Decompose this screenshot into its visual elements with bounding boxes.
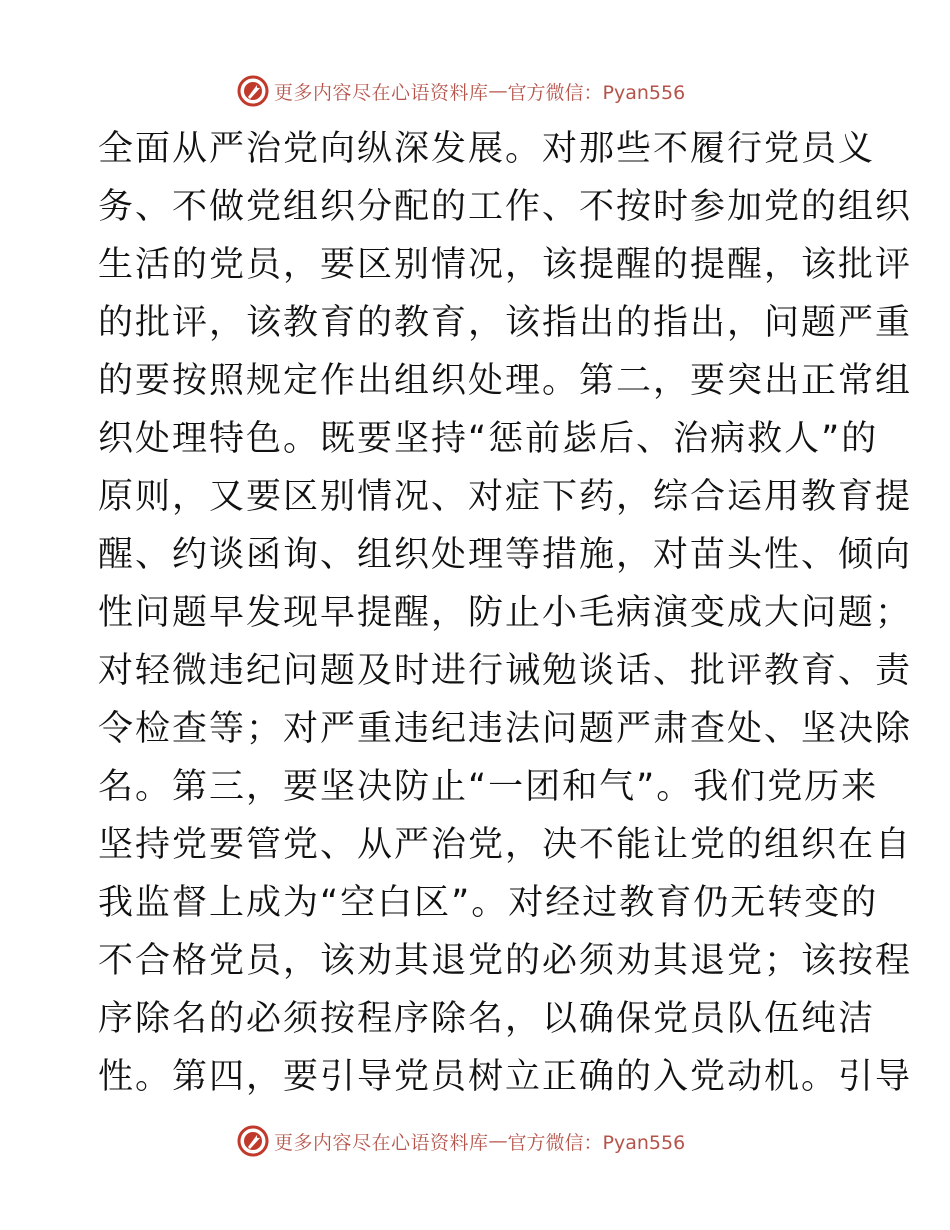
header-banner [236,74,685,108]
body-line: 织处理特色。既要坚持“惩前毖后、治病救人”的 [98,419,879,459]
body-line: 性问题早发现早提醒，防止小毛病演变成大问题； [98,593,913,633]
body-line: 务、不做党组织分配的工作、不按时参加党的组织 [98,187,913,227]
body-line: 不合格党员，该劝其退党的必须劝其退党；该按程 [98,941,913,981]
body-line: 序除名的必须按程序除名，以确保党员队伍纯洁 [98,999,876,1039]
banner-separator: — [488,80,508,102]
document-body [98,120,913,1106]
footer-banner [236,1124,685,1158]
banner-wechat-text: 官方微信：Pyan556 [507,1131,686,1154]
banner-main-text: 更多内容尽在心语资料库 [274,1131,489,1154]
banner-wechat-text: 官方微信：Pyan556 [507,81,686,104]
pen-nib-circle-icon [236,74,270,108]
body-line: 原则，又要区别情况、对症下药，综合运用教育提 [98,477,913,517]
body-line: 生活的党员，要区别情况，该提醒的提醒，该批评 [98,245,913,285]
body-line: 对轻微违纪问题及时进行诫勉谈话、批评教育、责 [98,651,913,691]
body-line: 坚持党要管党、从严治党，决不能让党的组织在自 [98,825,913,865]
banner-main-text: 更多内容尽在心语资料库 [274,81,489,104]
body-line: 令检查等；对严重违纪违法问题严肃查处、坚决除 [98,709,913,749]
body-line: 醒、约谈函询、组织处理等措施，对苗头性、倾向 [98,535,913,575]
body-line: 我监督上成为“空白区”。对经过教育仍无转变的 [98,883,879,923]
body-line: 名。第三，要坚决防止“一团和气”。我们党历来 [98,767,879,807]
banner-separator: — [488,1130,508,1152]
body-line: 的要按照规定作出组织处理。第二，要突出正常组 [98,361,913,401]
body-line: 的批评，该教育的教育，该指出的指出，问题严重 [98,303,913,343]
body-line: 全面从严治党向纵深发展。对那些不履行党员义 [98,129,876,169]
pen-nib-circle-icon [236,1124,270,1158]
body-line: 性。第四，要引导党员树立正确的入党动机。引导 [98,1057,913,1097]
